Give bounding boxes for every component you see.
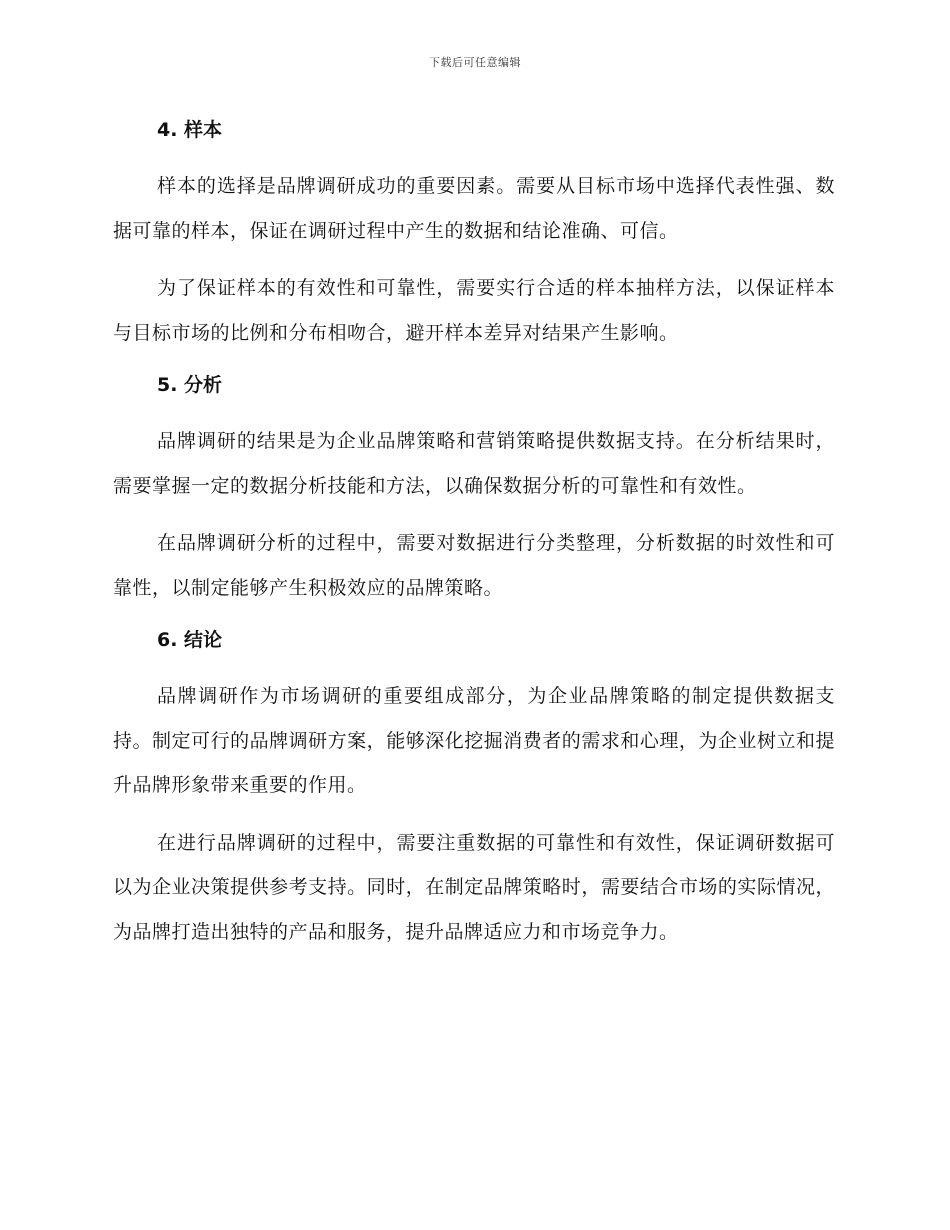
paragraph: 在进行品牌调研的过程中，需要注重数据的可靠性和有效性，保证调研数据可以为企业决策提供参考支持。同时，在制定品牌策略时，需要结合市场的实际情况，为品牌打造出独特的产品和服务，提升品牌适应力和市场竞争力。 (113, 831, 835, 943)
page-header-note: 下载后可任意编辑 (429, 56, 521, 69)
paragraph: 品牌调研作为市场调研的重要组成部分，为企业品牌策略的制定提供数据支持。制定可行的品牌调研方案，能够深化挖掘消费者的需求和心理，为企业树立和提升品牌形象带来重要的作用。 (113, 685, 835, 796)
paragraph: 品牌调研的结果是为企业品牌策略和营销策略提供数据支持。在分析结果时，需要掌握一定的数据分析技能和方法，以确保数据分析的可靠性和有效性。 (113, 430, 835, 497)
paragraph: 样本的选择是品牌调研成功的重要因素。需要从目标市场中选择代表性强、数据可靠的样本，保证在调研过程中产生的数据和结论准确、可信。 (113, 175, 835, 242)
paragraph: 在品牌调研分析的过程中，需要对数据进行分类整理，分析数据的时效性和可靠性，以制定能够产生积极效应的品牌策略。 (113, 532, 835, 599)
section-heading-analysis: 5. 分析 (157, 374, 223, 396)
section-heading-conclusion: 6. 结论 (157, 629, 223, 651)
section-heading-sample: 4. 样本 (157, 119, 223, 141)
document-body (113, 112, 835, 954)
paragraph: 为了保证样本的有效性和可靠性，需要实行合适的样本抽样方法，以保证样本与目标市场的比例和分布相吻合，避开样本差异对结果产生影响。 (113, 277, 835, 344)
